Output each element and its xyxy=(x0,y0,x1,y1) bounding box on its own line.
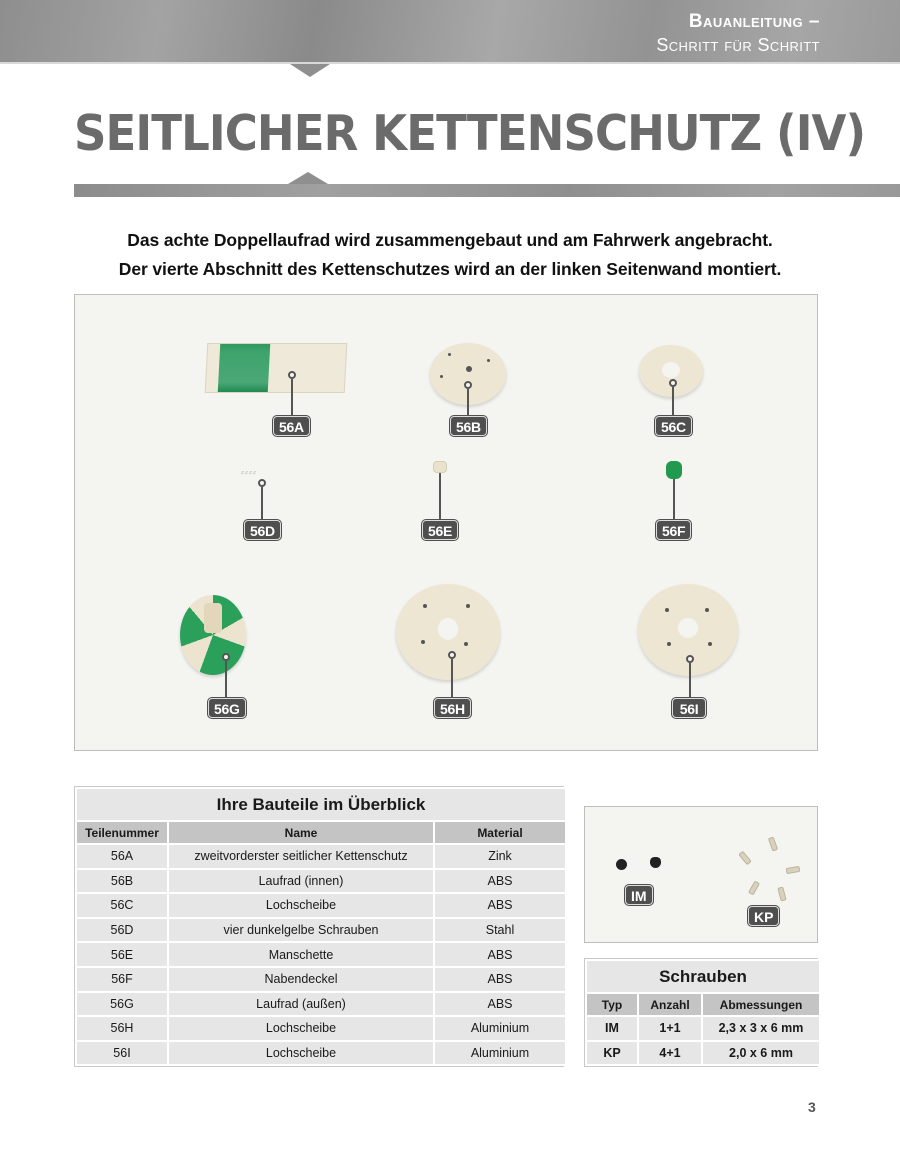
part-56h-image xyxy=(396,584,500,680)
col-header-material: Material xyxy=(434,821,566,844)
col-header-type: Typ xyxy=(586,993,638,1016)
table-row xyxy=(76,893,566,918)
leader-line-56h xyxy=(451,659,453,697)
title-notch-decoration xyxy=(288,172,328,184)
cell-dimensions: 2,3 x 3 x 6 mm xyxy=(702,1016,820,1041)
leader-line-56d xyxy=(261,487,263,519)
cell-part-number: 56G xyxy=(76,992,168,1017)
table-row xyxy=(76,918,566,943)
table-row xyxy=(76,1016,566,1041)
leader-line-56g xyxy=(225,661,227,697)
cell-part-number: 56C xyxy=(76,893,168,918)
cell-material: Zink xyxy=(434,844,566,869)
screws-table-title: Schrauben xyxy=(586,960,820,993)
part-56d-image: ⸗⸗⸗⸗ xyxy=(241,467,257,477)
screws-photo-panel xyxy=(584,806,818,943)
table-row xyxy=(76,844,566,869)
part-56c-image xyxy=(639,345,703,397)
cell-part-number: 56I xyxy=(76,1041,168,1066)
cell-type: KP xyxy=(586,1041,638,1066)
cell-dimensions: 2,0 x 6 mm xyxy=(702,1041,820,1066)
part-label-56d: 56D xyxy=(244,520,281,540)
screw-im-image-1 xyxy=(616,859,627,870)
intro-line-1: Das achte Doppellaufrad wird zusammengebaut und am Fahrwerk angebracht. xyxy=(127,230,773,250)
cell-name: Laufrad (außen) xyxy=(168,992,434,1017)
screw-im-image-2 xyxy=(650,857,661,868)
table-row xyxy=(76,942,566,967)
part-label-56h: 56H xyxy=(434,698,471,718)
part-label-56g: 56G xyxy=(208,698,246,718)
intro-text xyxy=(40,226,860,284)
cell-part-number: 56A xyxy=(76,844,168,869)
parts-table-title: Ihre Bauteile im Überblick xyxy=(76,788,566,821)
part-label-56e: 56E xyxy=(422,520,458,540)
cell-count: 4+1 xyxy=(638,1041,702,1066)
screw-kp-image-5 xyxy=(777,886,786,901)
parts-overview-table xyxy=(74,786,564,1067)
screw-kp-image-3 xyxy=(786,866,801,874)
table-row xyxy=(76,1041,566,1066)
part-label-56f: 56F xyxy=(656,520,691,540)
parts-photo-panel xyxy=(74,294,818,751)
cell-material: Stahl xyxy=(434,918,566,943)
leader-line-56f xyxy=(673,479,675,519)
cell-type: IM xyxy=(586,1016,638,1041)
leader-dot-56h xyxy=(448,651,456,659)
leader-line-56e xyxy=(439,473,441,519)
part-label-56i: 56I xyxy=(672,698,706,718)
leader-dot-56b xyxy=(464,381,472,389)
leader-dot-56d xyxy=(258,479,266,487)
cell-part-number: 56E xyxy=(76,942,168,967)
cell-name: vier dunkelgelbe Schrauben xyxy=(168,918,434,943)
cell-material: ABS xyxy=(434,967,566,992)
cell-material: Aluminium xyxy=(434,1016,566,1041)
leader-line-56c xyxy=(672,387,674,415)
cell-name: Lochscheibe xyxy=(168,1041,434,1066)
leader-dot-56i xyxy=(686,655,694,663)
col-header-name: Name xyxy=(168,821,434,844)
leader-dot-56g xyxy=(222,653,230,661)
page-title: SEITLICHER KETTENSCHUTZ (IV) xyxy=(74,105,866,162)
cell-part-number: 56H xyxy=(76,1016,168,1041)
page-number: 3 xyxy=(808,1099,816,1115)
cell-part-number: 56F xyxy=(76,967,168,992)
series-title-line2: Schritt für Schritt xyxy=(656,34,820,55)
cell-name: Laufrad (innen) xyxy=(168,869,434,894)
screw-kp-image-4 xyxy=(748,880,760,895)
table-row xyxy=(586,1041,820,1066)
part-56g-image xyxy=(180,595,246,675)
cell-name: Manschette xyxy=(168,942,434,967)
screws-table xyxy=(584,958,818,1067)
leader-line-56b xyxy=(467,389,469,415)
cell-part-number: 56B xyxy=(76,869,168,894)
col-header-part-number: Teilenummer xyxy=(76,821,168,844)
leader-line-56i xyxy=(689,663,691,697)
cell-material: ABS xyxy=(434,893,566,918)
col-header-count: Anzahl xyxy=(638,993,702,1016)
cell-name: Lochscheibe xyxy=(168,893,434,918)
header-notch-decoration xyxy=(290,64,330,77)
leader-line-56a xyxy=(291,379,293,415)
intro-line-2: Der vierte Abschnitt des Kettenschutzes wird an der linken Seitenwand montiert. xyxy=(118,259,782,279)
cell-name: Lochscheibe xyxy=(168,1016,434,1041)
part-56f-image xyxy=(666,461,682,479)
cell-part-number: 56D xyxy=(76,918,168,943)
leader-dot-56a xyxy=(288,371,296,379)
title-divider-band xyxy=(74,184,900,197)
table-row xyxy=(586,1016,820,1041)
part-label-56a: 56A xyxy=(273,416,310,436)
screw-label-kp: KP xyxy=(748,906,779,926)
table-row xyxy=(76,992,566,1017)
part-label-56b: 56B xyxy=(450,416,487,436)
part-label-56c: 56C xyxy=(655,416,692,436)
cell-material: ABS xyxy=(434,942,566,967)
table-row xyxy=(76,967,566,992)
part-56e-image xyxy=(433,461,447,473)
header-band xyxy=(0,0,900,64)
screw-kp-image-2 xyxy=(768,836,778,851)
part-56a-image xyxy=(205,343,348,393)
cell-name: zweitvorderster seitlicher Kettenschutz xyxy=(168,844,434,869)
series-title-line1: Bauanleitung – xyxy=(688,11,820,32)
col-header-dimensions: Abmessungen xyxy=(702,993,820,1016)
cell-count: 1+1 xyxy=(638,1016,702,1041)
series-title xyxy=(656,10,820,56)
leader-dot-56c xyxy=(669,379,677,387)
cell-name: Nabendeckel xyxy=(168,967,434,992)
screw-label-im: IM xyxy=(625,885,653,905)
cell-material: Aluminium xyxy=(434,1041,566,1066)
table-row xyxy=(76,869,566,894)
screw-kp-image-1 xyxy=(738,851,752,866)
cell-material: ABS xyxy=(434,869,566,894)
cell-material: ABS xyxy=(434,992,566,1017)
